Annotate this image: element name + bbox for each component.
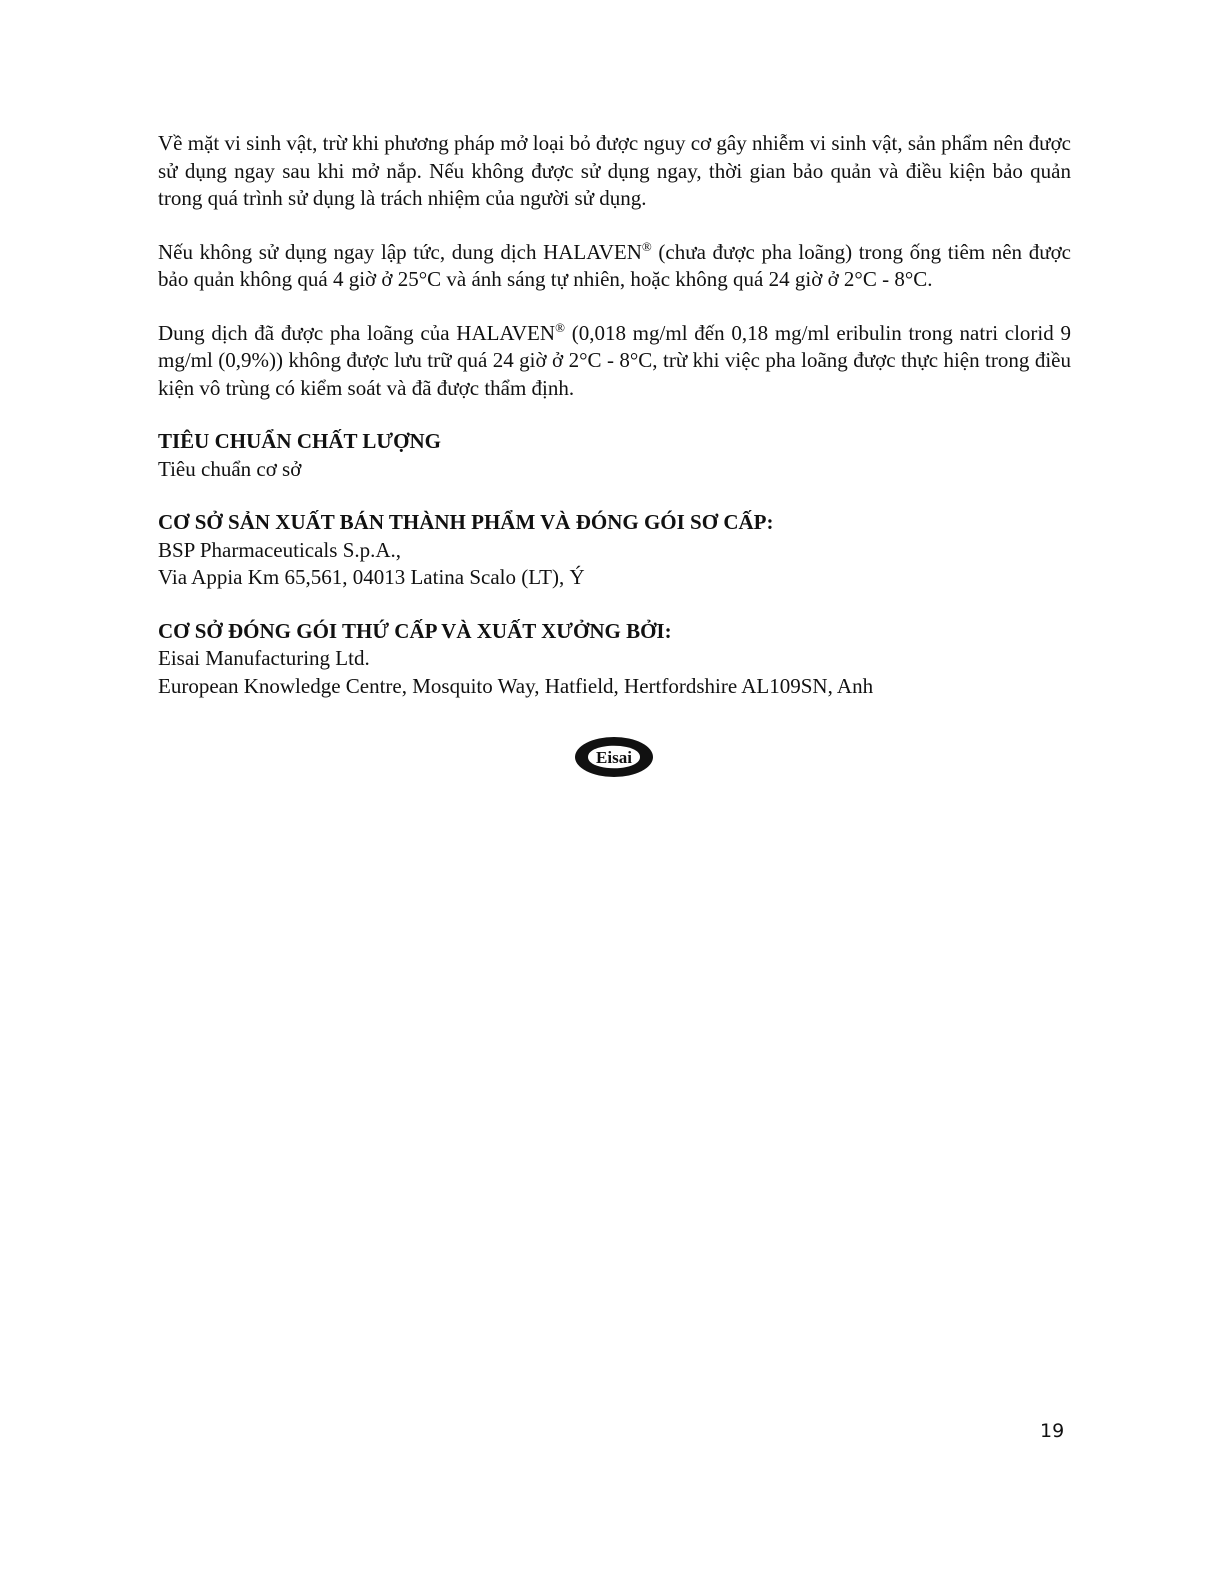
eisai-logo-icon [574,736,654,778]
section-quality-standard [158,428,1071,483]
text-segment: (0,018 mg/ml đến 0,18 mg/ml eribulin trong natri clorid 9 mg/ml (0,9%)) không được lưu trữ quá 24 giờ ở 2°C - 8°C, trừ khi việc pha loãng được thực hiện trong điều kiện vô trùng có kiểm soát và đã được thẩm định. [158,320,1071,400]
text-segment: Dung dịch đã được pha loãng của HALAVEN [158,320,556,345]
secondary-packager-name: Eisai Manufacturing Ltd. [158,646,370,670]
quality-standard-text: Tiêu chuẩn cơ sở [158,456,302,481]
section-primary-manufacturer [158,509,1071,592]
primary-manufacturer-name: BSP Pharmaceuticals S.p.A., [158,537,402,562]
heading-quality-standard: TIÊU CHUẨN CHẤT LƯỢNG [158,429,441,453]
section-secondary-packager [158,618,1071,701]
text-segment: (chưa được pha loãng) trong ống tiêm nên được bảo quản không quá 4 giờ ở 25°C và ánh sáng tự nhiên, hoặc không quá 24 giờ ở 2°C - 8°C. [158,239,1071,291]
text-segment: Nếu không sử dụng ngay lập tức, dung dịch HALAVEN [158,239,642,264]
heading-primary-manufacturer: CƠ SỞ SẢN XUẤT BÁN THÀNH PHẨM VÀ ĐÓNG GÓI SƠ CẤP: [158,510,774,534]
paragraph-undiluted-storage [158,239,1071,294]
eisai-logo [574,736,654,778]
paragraph-microbiology: Về mặt vi sinh vật, trừ khi phương pháp mở loại bỏ được nguy cơ gây nhiễm vi sinh vật, sản phẩm nên được sử dụng ngay sau khi mở nắp. Nếu không được sử dụng ngay, thời gian bảo quản và điều kiện bảo quản trong quá trình sử dụng là trách nhiệm của người sử dụng. [158,131,1071,210]
page-number: 19 [1040,1420,1065,1442]
document-page [158,130,1071,700]
heading-secondary-packager: CƠ SỞ ĐÓNG GÓI THỨ CẤP VÀ XUẤT XƯỞNG BỞI: [158,618,672,643]
registered-mark: ® [641,238,652,254]
eisai-logo-text: Eisai [596,748,632,767]
registered-mark: ® [555,319,565,335]
primary-manufacturer-address: Via Appia Km 65,561, 04013 Latina Scalo (LT), Ý [158,565,585,589]
secondary-packager-address: European Knowledge Centre, Mosquito Way, Hatfield, Hertfordshire AL109SN, Anh [158,673,874,698]
paragraph-diluted-storage [158,320,1071,403]
